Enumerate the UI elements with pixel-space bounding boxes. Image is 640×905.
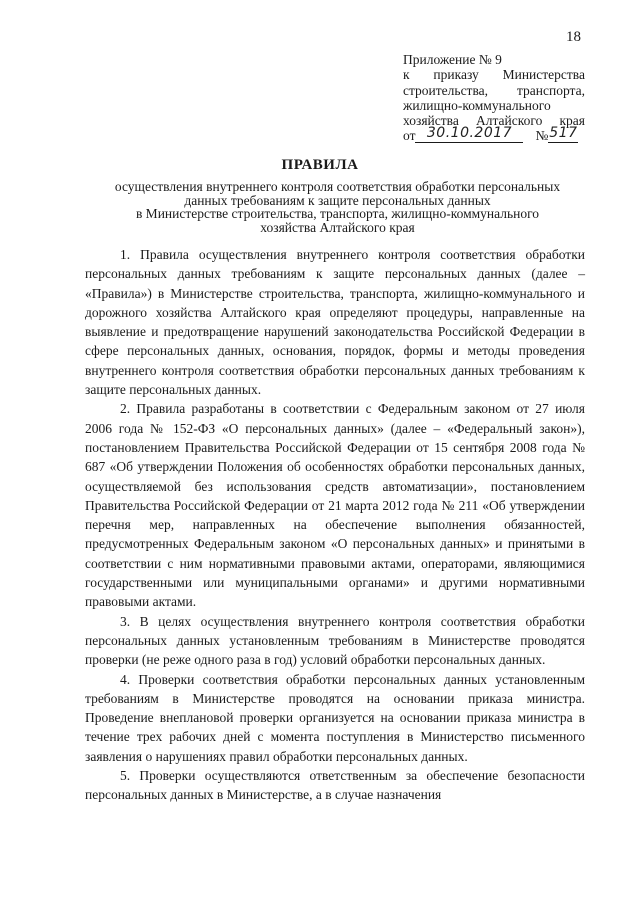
date-underline (415, 125, 523, 143)
appendix-line-5: хозяйства Алтайского края (403, 113, 585, 129)
subtitle-line-4: хозяйства Алтайского края (260, 219, 415, 235)
subtitle-line-3: в Министерстве строительства, транспорта, жилищно-коммунального (135, 206, 540, 221)
appendix-line-1: Приложение № 9 (403, 52, 502, 67)
subtitle-line-1: осуществления внутреннего контроля соответствия обработки персональных (114, 179, 561, 194)
subtitle-line-2: данных требованиям к защите персональных данных (184, 192, 491, 208)
paragraph-4: 4. Проверки соответствия обработки персональных данных установленным требованиям в Министерстве проводятся на основании приказа министра. Проведение внеплановой проверки организуется на основании приказа министра в течение трех рабочих дней с момента поступления в Министерство письменного заявления о нарушениях правил обработки персональных данных. (85, 671, 585, 764)
date-prefix: от (403, 128, 416, 144)
paragraph-5: 5. Проверки осуществляются ответственным за обеспечение безопасности персональных данных в Министерстве, а в случае назначения (85, 768, 585, 803)
handwritten-date: 30.10.2017 (426, 125, 513, 142)
appendix-line-3: строительства, транспорта, (403, 82, 585, 98)
handwritten-number: 517 (549, 125, 578, 142)
number-underline (548, 125, 578, 143)
number-prefix: № (535, 128, 549, 144)
document-subtitle (85, 180, 590, 234)
paragraph-2: 2. Правила разработаны в соответствии с Федеральным законом от 27 июля 2006 года № 152-ФЗ «О персональных данных» (далее – «Федеральный закон»), постановлением Правительства Российской Федерации от 15 сентября 2008 года № 687 «Об утверждении Положения об особенностях обработки персональных данных, осуществляемой без использования средств автоматизации», постановлением Правительства Российской Федерации от 21 марта 2012 года № 211 «Об утверждении перечня мер, направленных на обеспечение выполнения обязанностей, предусмотренных Федеральным законом «О персональных данных» и принятыми в соответствии с ним нормативными правовыми актами, операторами, являющимися государственными или муниципальными органами» и другими нормативными правовыми актами. (85, 401, 585, 610)
appendix-header (403, 52, 585, 144)
appendix-line-2: к приказу Министерства (403, 67, 585, 83)
page-number: 18 (566, 29, 581, 45)
document-title: ПРАВИЛА (281, 157, 359, 173)
paragraph-1: 1. Правила осуществления внутреннего контроля соответствия обработки персональных данных требованиям к защите персональных данных (далее – «Правила») в Министерстве строительства, транспорта, жилищно-коммунального и дорожного хозяйства Алтайского края определяют процедуры, направленные на выявление и предотвращение нарушений законодательства Российской Федерации в сфере персональных данных, основания, порядок, формы и методы проведения внутреннего контроля соответствия обработки персональных данных требованиям к защите персональных данных. (85, 247, 585, 398)
appendix-line-4: жилищно-коммунального (403, 97, 551, 113)
document-body (85, 245, 585, 805)
order-date-line (403, 125, 585, 144)
paragraph-3: 3. В целях осуществления внутреннего контроля соответствия обработки персональных данных установленным требованиям в Министерстве проводятся проверки (не реже одного раза в год) условий обработки персональных данных. (85, 613, 585, 668)
